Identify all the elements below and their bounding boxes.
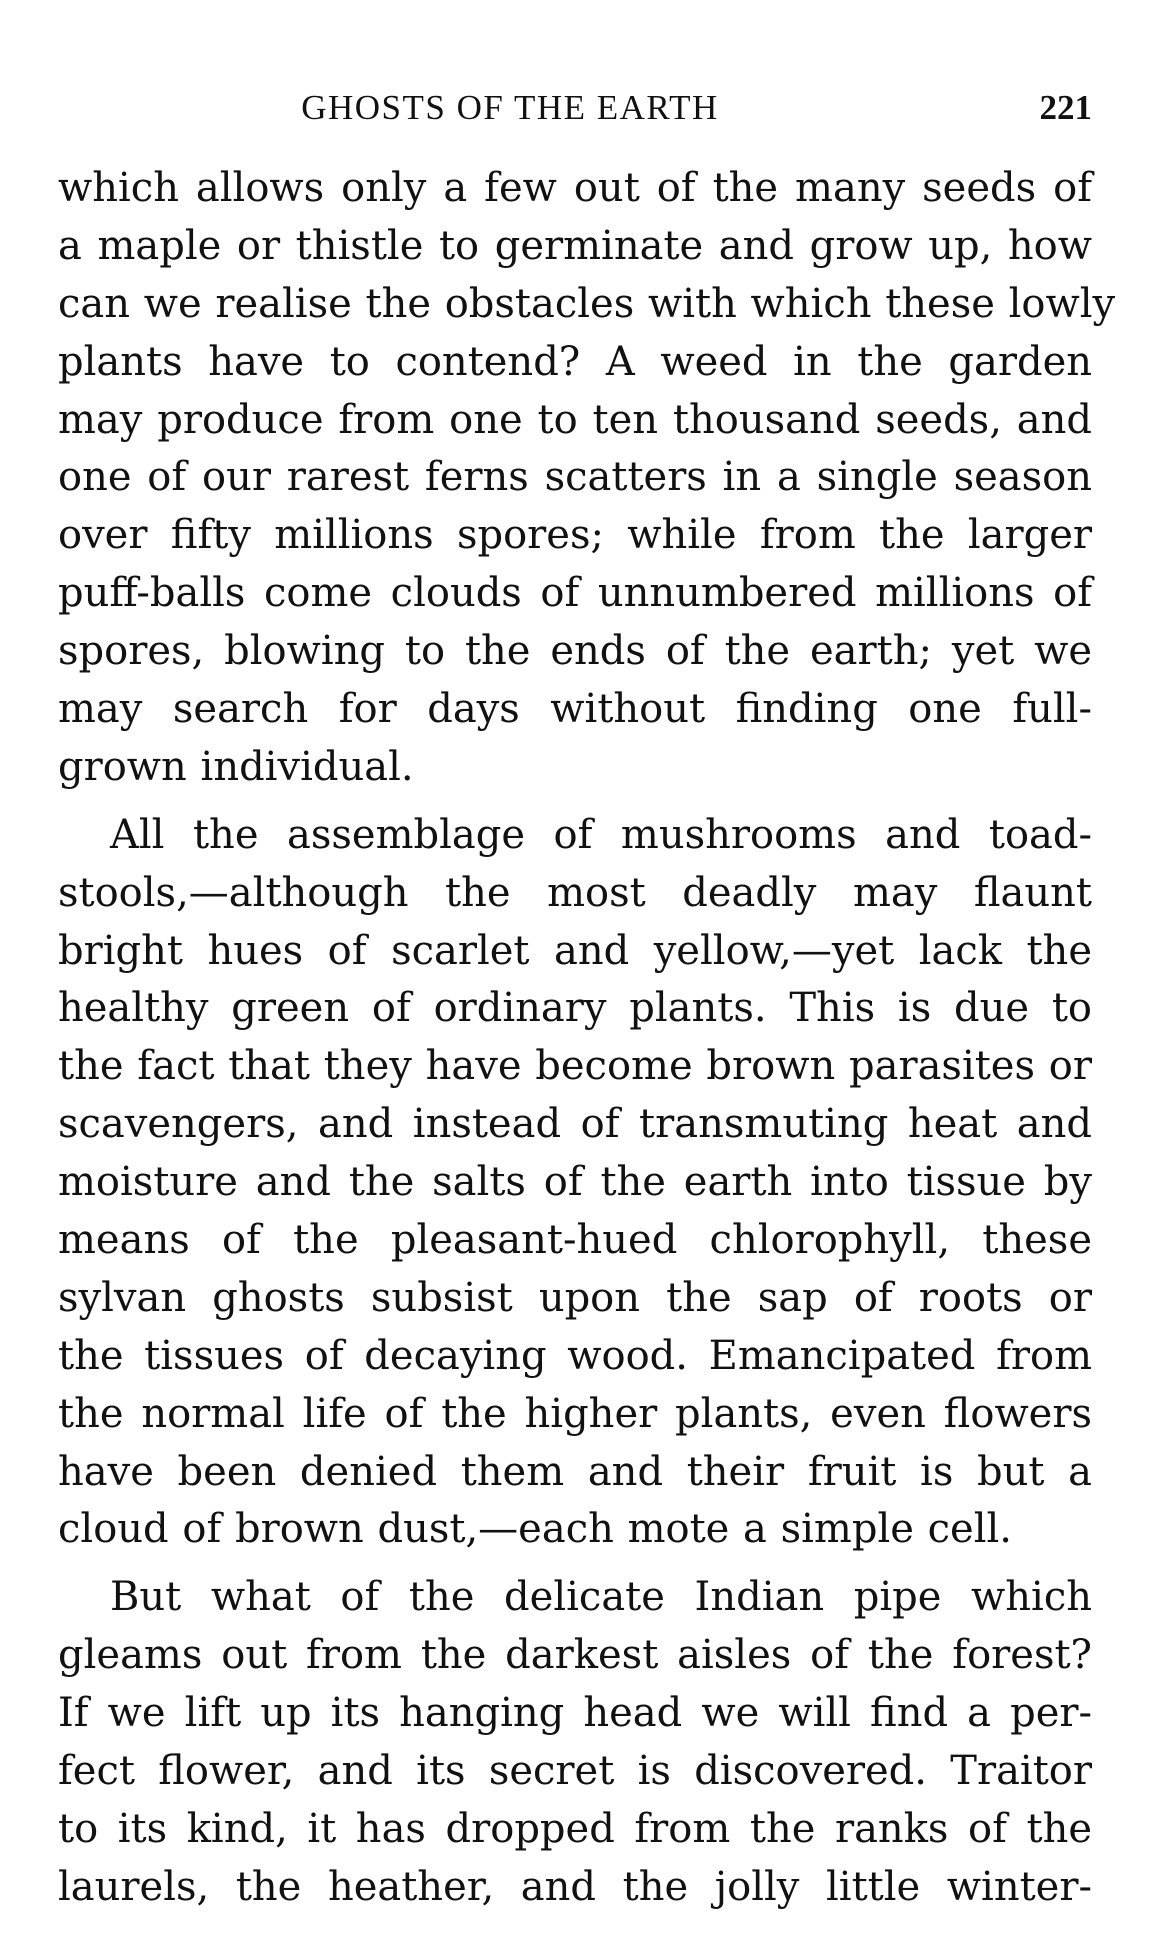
text-line: cloud of brown dust,—each mote a simple cell. <box>58 1506 1013 1553</box>
text-line: the fact that they have become brown parasites or <box>58 1043 1092 1090</box>
paragraph-1 <box>58 160 1116 797</box>
text-line: one of our rarest ferns scatters in a single season <box>58 454 1092 501</box>
text-line: fect flower, and its secret is discovered. Traitor <box>58 1748 1092 1795</box>
text-line: grown individual. <box>58 743 414 790</box>
text-line: puff-balls come clouds of unnumbered millions of <box>58 570 1092 617</box>
text-line: gleams out from the darkest aisles of the forest? <box>58 1632 1092 1679</box>
text-line: moisture and the salts of the earth into tissue by <box>58 1159 1092 1206</box>
text-line: bright hues of scarlet and yellow,—yet lack the <box>58 927 1092 974</box>
text-line: If we lift up its hanging head we will find a per- <box>58 1690 1092 1737</box>
paragraph-2 <box>58 807 1092 1560</box>
body-text <box>58 160 1116 1917</box>
text-line: which allows only a few out of the many seeds of <box>58 165 1092 211</box>
text-line: may search for days without finding one full- <box>58 686 1092 733</box>
text-line: have been denied them and their fruit is but a <box>58 1448 1092 1495</box>
text-line: But what of the delicate Indian pipe which <box>110 1574 1092 1621</box>
page-number: 221 <box>1039 88 1092 127</box>
text-line: laurels, the heather, and the jolly little winter- <box>58 1863 1092 1910</box>
running-title: GHOSTS OF THE EARTH <box>301 88 719 127</box>
text-line: the tissues of decaying wood. Emancipated from <box>58 1332 1092 1379</box>
paragraph-3 <box>58 1569 1092 1916</box>
text-line: stools,—although the most deadly may flaunt <box>58 869 1092 916</box>
text-line: the normal life of the higher plants, even flowers <box>58 1390 1092 1437</box>
text-line: spores, blowing to the ends of the earth; yet we <box>58 628 1092 675</box>
text-line: over fifty millions spores; while from the larger <box>58 512 1092 559</box>
text-line: a maple or thistle to germinate and grow up, how <box>58 222 1092 269</box>
text-line: may produce from one to ten thousand seeds, and <box>58 396 1092 443</box>
text-line: to its kind, it has dropped from the ranks of the <box>58 1805 1092 1852</box>
text-line: can we realise the obstacles with which these lowly <box>58 280 1116 327</box>
text-line: healthy green of ordinary plants. This is due to <box>58 985 1092 1032</box>
text-line: All the assemblage of mushrooms and toad- <box>110 811 1092 858</box>
text-line: sylvan ghosts subsist upon the sap of roots or <box>58 1274 1092 1321</box>
running-head <box>58 88 1092 138</box>
text-line: plants have to contend? A weed in the garden <box>58 338 1092 385</box>
text-line: means of the pleasant-hued chlorophyll, these <box>58 1217 1092 1264</box>
text-line: scavengers, and instead of transmuting heat and <box>58 1101 1092 1148</box>
